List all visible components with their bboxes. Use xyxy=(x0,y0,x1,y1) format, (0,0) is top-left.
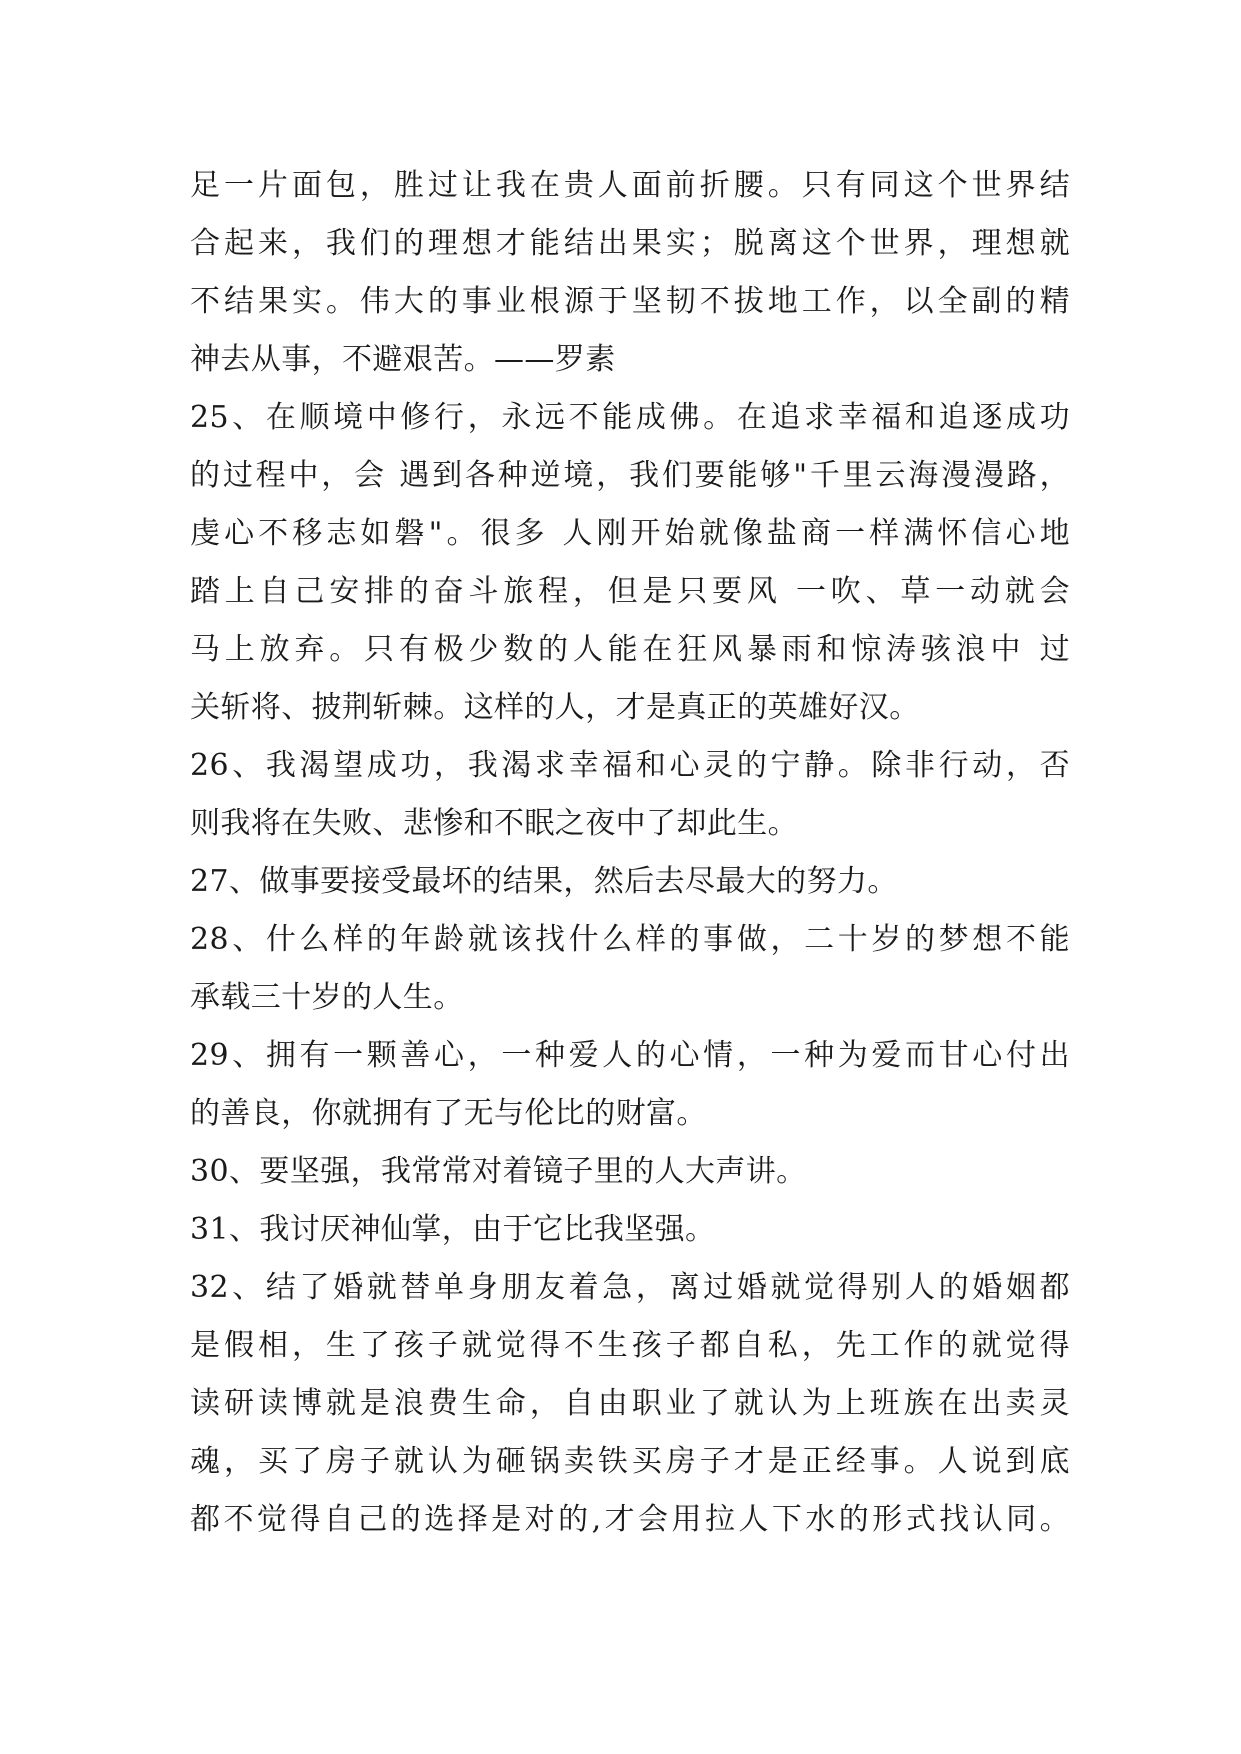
text-line: 30、要坚强，我常常对着镜子里的人大声讲。 xyxy=(190,1154,807,1189)
text-line: 28、什么样的年龄就该找什么样的事做，二十岁的梦想不能 xyxy=(190,922,1070,957)
text-line: 27、做事要接受最坏的结果，然后去尽最大的努力。 xyxy=(190,864,898,899)
text-line: 是假相，生了孩子就觉得不生孩子都自私，先工作的就觉得 xyxy=(190,1328,1070,1363)
text-line: 马上放弃。只有极少数的人能在狂风暴雨和惊涛骇浪中 过 xyxy=(190,632,1070,667)
text-line: 足一片面包，胜过让我在贵人面前折腰。只有同这个世界结 xyxy=(190,168,1070,203)
text-line: 26、我渴望成功，我渴求幸福和心灵的宁静。除非行动，否 xyxy=(190,748,1070,783)
text-line: 的善良，你就拥有了无与伦比的财富。 xyxy=(190,1096,707,1131)
text-line: 的过程中，会 遇到各种逆境，我们要能够"千里云海漫漫路， xyxy=(190,458,1070,493)
text-line: 神去从事，不避艰苦。——罗素 xyxy=(190,342,616,377)
text-line: 29、拥有一颗善心，一种爱人的心情，一种为爱而甘心付出 xyxy=(190,1038,1070,1073)
text-line: 魂，买了房子就认为砸锅卖铁买房子才是正经事。人说到底 xyxy=(190,1444,1070,1479)
text-line: 合起来，我们的理想才能结出果实；脱离这个世界，理想就 xyxy=(190,226,1070,261)
text-line: 读研读博就是浪费生命，自由职业了就认为上班族在出卖灵 xyxy=(190,1386,1070,1421)
text-line: 踏上自己安排的奋斗旅程，但是只要风 一吹、草一动就会 xyxy=(190,574,1070,609)
text-line: 虔心不移志如磐"。很多 人刚开始就像盐商一样满怀信心地 xyxy=(190,516,1070,551)
text-line: 25、在顺境中修行，永远不能成佛。在追求幸福和追逐成功 xyxy=(190,400,1070,435)
text-line: 都不觉得自己的选择是对的,才会用拉人下水的形式找认同。 xyxy=(190,1502,1070,1537)
body-text xyxy=(190,157,1070,1549)
text-line: 承载三十岁的人生。 xyxy=(190,980,464,1015)
text-line: 关斩将、披荆斩棘。这样的人，才是真正的英雄好汉。 xyxy=(190,690,920,725)
text-line: 31、我讨厌神仙掌，由于它比我坚强。 xyxy=(190,1212,716,1247)
text-line: 不结果实。伟大的事业根源于坚韧不拔地工作，以全副的精 xyxy=(190,284,1070,319)
text-line: 32、结了婚就替单身朋友着急，离过婚就觉得别人的婚姻都 xyxy=(190,1270,1070,1305)
text-line: 则我将在失败、悲惨和不眠之夜中了却此生。 xyxy=(190,806,798,841)
